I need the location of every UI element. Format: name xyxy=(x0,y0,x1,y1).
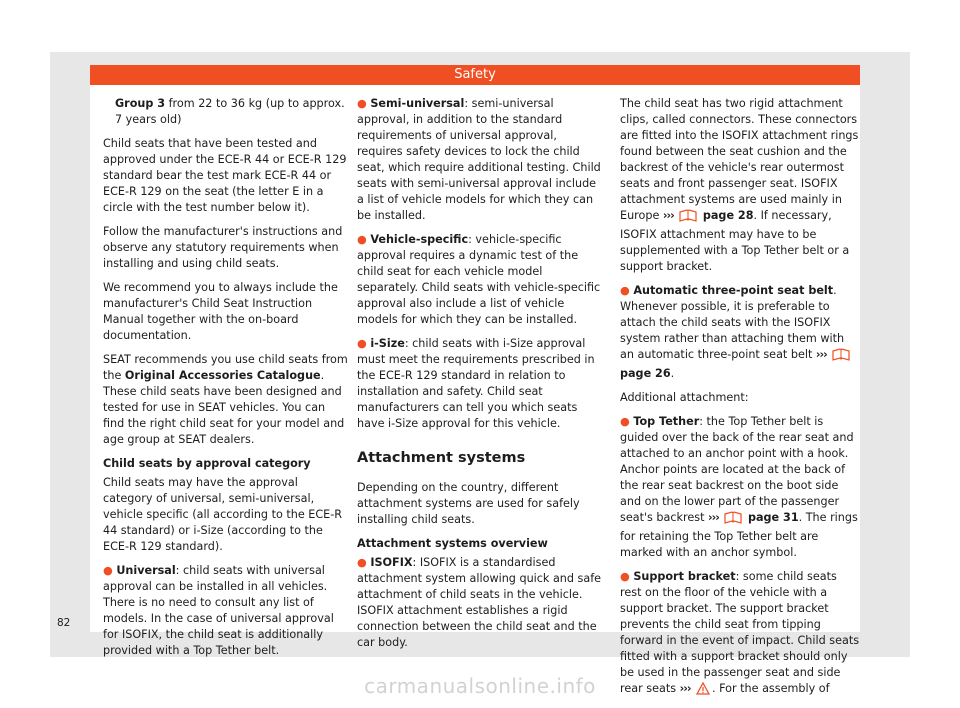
paragraph: We recommend you to always include the manufacturer's Child Seat Instruction Manual together with the on-board documentation. xyxy=(103,281,338,342)
book-icon[interactable] xyxy=(679,209,697,227)
paragraph: Depending on the country, different attachment systems are used for safely installing child seats. xyxy=(357,481,580,526)
group3-label: Group 3 xyxy=(115,97,166,110)
bullet-item: ● ISOFIX: ISOFIX is a standardised attachment system allowing quick and safe attachment of child seats in the vehicle. ISOFIX attachment establishes a rigid connection between the child seat and the car body. xyxy=(357,556,602,649)
cross-ref-arrows: ››› xyxy=(679,682,691,695)
bullet-item: ● Vehicle-specific: vehicle-specific approval requires a dynamic test of the child seat for each vehicle model separately. Child seats with vehicle-specific approval also include a list of vehicle models for which they can be installed. xyxy=(357,233,601,326)
bullet-dot: ● xyxy=(103,564,113,577)
bullet-item: ● Automatic three-point seat belt. Whenever possible, it is preferable to attach the child seats with the ISOFIX system rather than attaching them with an automatic three-point seat belt ››› page 26. xyxy=(620,283,860,382)
paragraph: The child seat has two rigid attachment clips, called connectors. These connectors are fitted into the ISOFIX attachment rings found between the seat cushion and the backrest of the vehicle's rear outermost seats and front passenger seat. ISOFIX attachment systems are used mainly in Europe ››› page 28. If necessary, ISOFIX attachment may have to be supplemented with a Top Tether belt or a support bracket. xyxy=(620,97,859,273)
bullet-dot: ● xyxy=(357,556,367,569)
bullet-item: ● Universal: child seats with universal approval can be installed in all vehicles. There is no need to consult any list of models. In the case of universal approval for ISOFIX, the child seat is additionally provided with a Top Tether belt. xyxy=(103,564,334,657)
book-icon[interactable] xyxy=(832,348,850,366)
section-header: Safety xyxy=(90,65,860,85)
column-2 xyxy=(357,96,602,659)
paragraph: Follow the manufacturer's instructions and observe any statutory requirements when installing and using child seats. xyxy=(103,225,343,270)
section-heading: Attachment systems xyxy=(357,450,526,466)
paragraph: Child seats may have the approval category of universal, semi-universal, vehicle specific (all according to the ECE-R 44 standard) or i-Size (according to the ECE-R 129 standard). xyxy=(103,476,343,553)
watermark: carmanualsonline.info xyxy=(364,674,596,698)
column-3 xyxy=(620,96,860,708)
group3-paragraph: Group 3 from 22 to 36 kg (up to approx. 7 years old) xyxy=(115,97,345,126)
sub-heading: Attachment systems overview xyxy=(357,537,548,550)
cross-ref-arrows: ››› xyxy=(662,209,674,222)
bullet-item: ● Semi-universal: semi-universal approval, in addition to the standard requirements of universal approval, requires safety devices to lock the child seat, which require additional testing. Child seats with semi-universal approval include a list of vehicle models for which they can be installed. xyxy=(357,97,601,222)
cross-ref-arrows: ››› xyxy=(708,511,719,524)
page-number: 82 xyxy=(57,617,71,629)
bullet-dot: ● xyxy=(357,337,367,350)
page-reference[interactable]: page 31 xyxy=(747,511,799,524)
paragraph: Child seats that have been tested and approved under the ECE-R 44 or ECE-R 129 standard bear the test mark ECE-R 44 or ECE-R 129 on the seat (the letter E in a circle with the test number below it). xyxy=(103,137,347,214)
paragraph: Additional attachment: xyxy=(620,391,749,404)
bullet-dot: ● xyxy=(620,570,630,583)
bullet-dot: ● xyxy=(357,97,367,110)
page-reference[interactable]: page 26 xyxy=(620,367,671,380)
bullet-dot: ● xyxy=(620,284,630,297)
bullet-item: ● Support bracket: some child seats rest on the floor of the vehicle with a support bracket. The support bracket prevents the child seat from tipping forward in the event of impact. Child seats fitted with a support bracket should only be used in the passenger seat and side rear seats ››› . For the assembly of xyxy=(620,569,860,700)
paragraph: SEAT recommends you use child seats from the Original Accessories Catalogue. These child seats have been designed and tested for use in SEAT vehicles. You can find the right child seat for your model and age group at SEAT dealers. xyxy=(103,353,348,446)
book-icon[interactable] xyxy=(724,511,742,529)
bullet-dot: ● xyxy=(357,233,367,246)
sub-heading: Child seats by approval category xyxy=(103,457,311,470)
bullet-dot: ● xyxy=(620,415,630,428)
bullet-item: ● i-Size: child seats with i-Size approval must meet the requirements prescribed in the ECE-R 129 standard in relation to installation and safety. Child seat manufacturers can tell you which seats have i-Size approval for this vehicle. xyxy=(357,337,595,430)
page-reference[interactable]: page 28 xyxy=(702,209,754,222)
column-1 xyxy=(103,96,348,667)
cross-ref-arrows: ››› xyxy=(815,348,827,361)
bullet-item: ● Top Tether: the Top Tether belt is guided over the back of the rear seat and attached to an anchor point with a hook. Anchor points are located at the back of the rear seat backrest on the boot side and on the lower part of the passenger seat's backrest ››› page 31. The rings for retaining the Top Tether belt are marked with an anchor symbol. xyxy=(620,415,858,559)
